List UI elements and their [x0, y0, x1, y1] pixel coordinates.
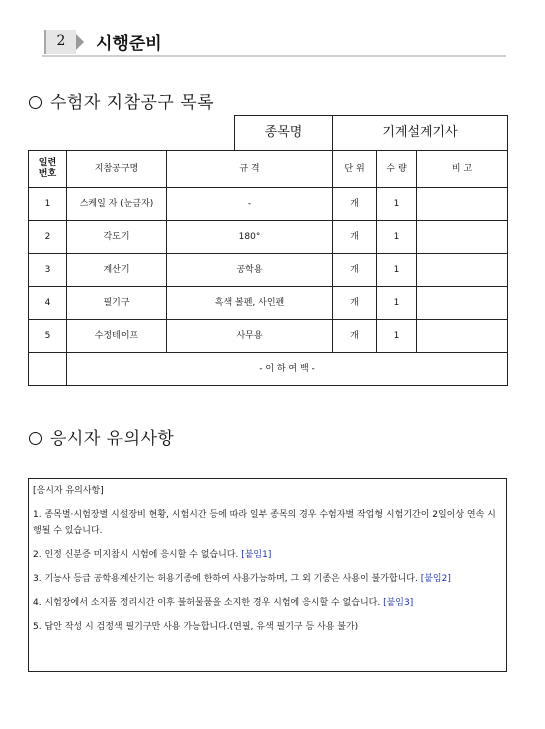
col-header-unit: 단 위: [333, 151, 377, 188]
row-spec: 흑색 볼펜, 사인펜: [167, 287, 333, 320]
notice-item-text: 2. 인정 신분증 미지참시 시험에 응시할 수 없습니다.: [33, 550, 242, 560]
notice-item: [33, 619, 502, 635]
section-number-box: [44, 30, 76, 54]
notice-item: [33, 507, 502, 539]
row-note: [417, 254, 508, 287]
notice-item-ref[interactable]: [붙임1]: [241, 550, 272, 560]
col-header-tool-name: 지참공구명: [67, 151, 167, 188]
notice-item: [33, 571, 502, 587]
table-row: [29, 320, 508, 353]
field-label-cell: 종목명: [235, 116, 333, 151]
row-note: [417, 188, 508, 221]
table-row: [29, 221, 508, 254]
notice-item-text: 3. 기능사 등급 공학용계산기는 허용기종에 한하여 사용가능하며, 그 외 기종은 사용이 불가합니다.: [33, 574, 421, 584]
row-unit: 개: [333, 287, 377, 320]
table-row: [29, 188, 508, 221]
row-tool-name: 계산기: [67, 254, 167, 287]
field-value-cell: 기계설계기사: [333, 116, 508, 151]
notice-item: [33, 547, 502, 563]
row-tool-name: 각도기: [67, 221, 167, 254]
col-header-number: 일련 번호: [29, 151, 67, 188]
circle-bullet-icon: [29, 96, 42, 109]
notice-box: [28, 478, 507, 672]
row-spec: 사무용: [167, 320, 333, 353]
notice-heading: [29, 424, 174, 449]
blank-cell: [29, 116, 235, 151]
notice-box-heading: [응시자 유의사항]: [33, 486, 104, 496]
section-title: 시행준비: [96, 34, 162, 54]
row-qty: 1: [377, 287, 417, 320]
row-tool-name: 필기구: [67, 287, 167, 320]
row-spec: 180°: [167, 221, 333, 254]
row-number: 3: [29, 254, 67, 287]
row-note: [417, 320, 508, 353]
row-note: [417, 287, 508, 320]
row-qty: 1: [377, 221, 417, 254]
row-unit: 개: [333, 221, 377, 254]
section-arrow-icon: [76, 34, 84, 50]
col-header-qty: 수 량: [377, 151, 417, 188]
tools-list-heading: [29, 88, 214, 113]
blank-cell: [29, 353, 67, 386]
section-number: 2: [56, 33, 66, 49]
notice-item: [33, 595, 502, 611]
tools-list-title: 수험자 지참공구 목록: [50, 93, 215, 113]
row-number: 2: [29, 221, 67, 254]
table-footer-row: [29, 353, 508, 386]
row-qty: 1: [377, 254, 417, 287]
row-unit: 개: [333, 320, 377, 353]
col-header-spec: 규 격: [167, 151, 333, 188]
row-unit: 개: [333, 254, 377, 287]
row-spec: -: [167, 188, 333, 221]
table-row: [29, 254, 508, 287]
col-header-note: 비 고: [417, 151, 508, 188]
table-header-row: [29, 151, 508, 188]
row-number: 1: [29, 188, 67, 221]
row-unit: 개: [333, 188, 377, 221]
row-spec: 공학용: [167, 254, 333, 287]
notice-item-text: 5. 답안 작성 시 검정색 필기구만 사용 가능합니다.(연필, 유색 필기구 등 사용 불가): [33, 622, 359, 632]
notice-title: 응시자 유의사항: [50, 429, 175, 449]
row-note: [417, 221, 508, 254]
row-qty: 1: [377, 320, 417, 353]
section-header: [28, 28, 506, 58]
tools-table: [28, 115, 508, 386]
table-row: [29, 287, 508, 320]
row-qty: 1: [377, 188, 417, 221]
circle-bullet-icon: [29, 432, 42, 445]
section-divider: [42, 55, 506, 57]
notice-item-text: 4. 시험장에서 소지품 정리시간 이후 불허물품을 소지한 경우 시험에 응시할 수 없습니다.: [33, 598, 384, 608]
row-number: 4: [29, 287, 67, 320]
table-title-row: [29, 116, 508, 151]
row-tool-name: 수정테이프: [67, 320, 167, 353]
notice-item-text: 1. 종목별·시험장별 시설장비 현황, 시험시간 등에 따라 일부 종목의 경우 수험자별 작업형 시험기간이 2일이상 연속 시행될 수 있습니다.: [33, 510, 496, 536]
row-number: 5: [29, 320, 67, 353]
row-tool-name: 스케일 자 (눈금자): [67, 188, 167, 221]
notice-item-ref[interactable]: [붙임2]: [420, 574, 451, 584]
table-footer: - 이 하 여 백 -: [67, 353, 508, 386]
notice-item-ref[interactable]: [붙임3]: [383, 598, 414, 608]
